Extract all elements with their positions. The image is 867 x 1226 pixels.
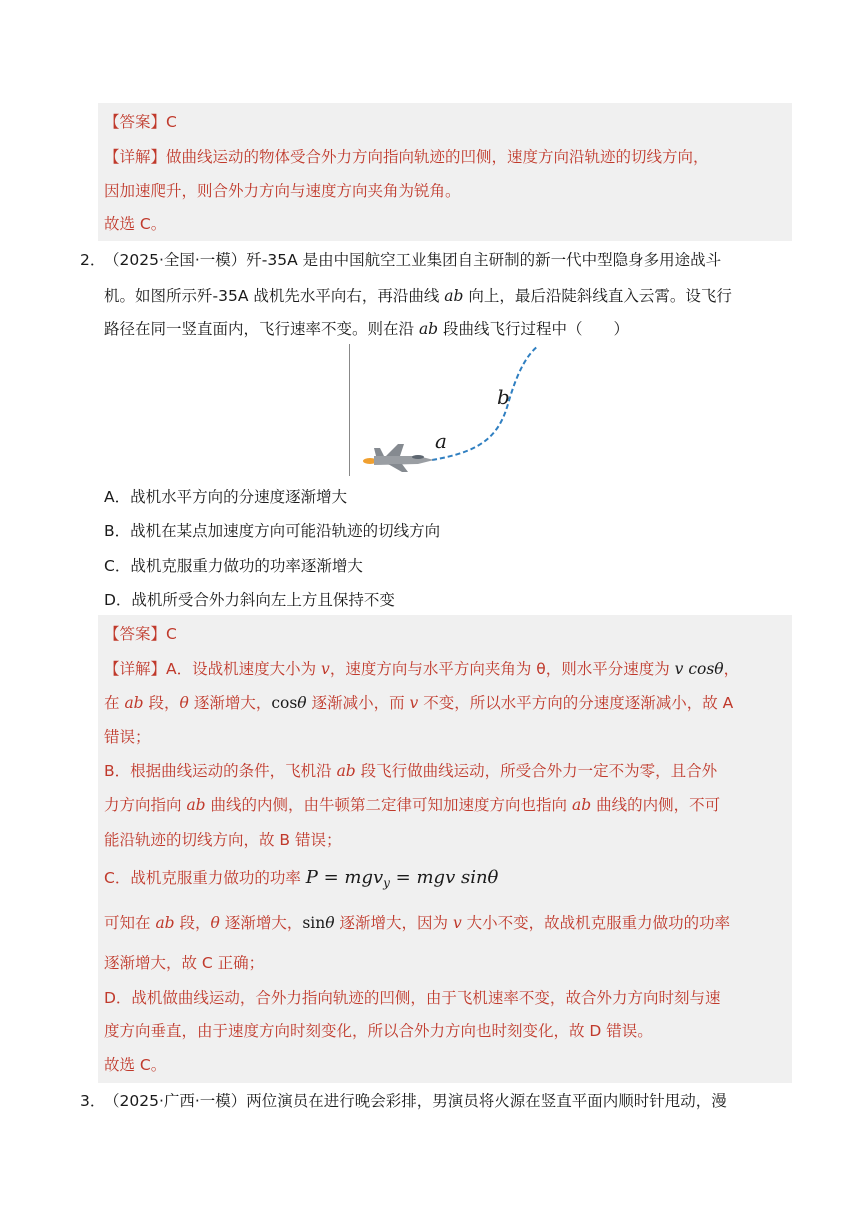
math-ab: ab (571, 796, 592, 814)
text-span: C．战机克服重力做功的功率 (104, 869, 306, 887)
detail-line-b2 (104, 794, 720, 816)
question-text (104, 285, 732, 307)
text-span: 曲线的内侧，由牛顿第二定律可知加速度方向也指向 (205, 796, 572, 814)
detail-line-a2 (104, 692, 733, 714)
detail-line (104, 146, 709, 168)
text-span: 路径在同一竖直面内，飞行速率不变。则在沿 (104, 320, 419, 338)
detail-line-a1 (104, 658, 739, 680)
math-ab: ab (186, 796, 206, 814)
flight-path-figure (348, 344, 548, 476)
detail-line-b3: 能沿轨迹的切线方向，故 B 错误； (104, 831, 342, 849)
detail-line-b1 (104, 760, 717, 782)
answer-label: 【答案】C (104, 625, 177, 643)
fig-label-b: b (497, 385, 510, 409)
text-span: 大小不变，故战机克服重力做功的功率 (461, 914, 731, 932)
text-span: 在 (104, 694, 125, 712)
math-ab: ab (336, 762, 356, 780)
math-vcos: v cosθ (674, 660, 724, 678)
detail-line-a3: 错误； (104, 728, 151, 746)
flight-path-curve (432, 346, 538, 460)
text-span: 段， (143, 694, 180, 712)
question-text (104, 318, 629, 340)
math-formula: P = mgv (305, 867, 384, 888)
option-a: A．战机水平方向的分速度逐渐增大 (104, 488, 348, 506)
detail-line-d2: 度方向垂直，由于速度方向时刻变化，所以合外力方向也时刻变化，故 D 错误。 (104, 1022, 653, 1040)
math-theta: θ (210, 914, 220, 932)
text-span: 段飞行做曲线运动，所受合外力一定不为零，且合外 (355, 762, 718, 780)
text-span: 曲线的内侧，不可 (591, 796, 721, 814)
math-v: v (409, 694, 419, 712)
detail-label: 【详解】 (104, 148, 167, 166)
math-theta: θ (179, 694, 189, 712)
detail-line: 因加速爬升，则合外力方向与速度方向夹角为锐角。 (104, 182, 461, 200)
math-ab: ab (124, 694, 144, 712)
math-subscript: y (383, 876, 390, 891)
math-formula: = mgv sinθ (389, 867, 499, 888)
text-span: 逐渐增大， (219, 914, 303, 932)
fig-label-a: a (435, 429, 447, 453)
choose-line: 故选 C。 (104, 215, 167, 233)
math-cos: cos (271, 694, 298, 712)
text-span: 段， (174, 914, 211, 932)
math-ab: ab (444, 287, 464, 305)
math-ab: ab (418, 320, 439, 338)
math-v: v (452, 914, 462, 932)
text-span: 【详解】A．设战机速度大小为 (104, 660, 322, 678)
text-span: 逐渐增大，因为 (334, 914, 453, 932)
text-span: 段曲线飞行过程中（ ） (438, 320, 630, 338)
text-span: 向上，最后沿陡斜线直入云霄。设飞行 (463, 287, 732, 305)
text-span: 逐渐减小，而 (306, 694, 410, 712)
question-number: 3． (80, 1092, 106, 1110)
answer-block-1 (98, 103, 792, 241)
detail-line-c1 (104, 867, 498, 894)
jet-icon (363, 444, 434, 472)
detail-line-c3: 逐渐增大，故 C 正确； (104, 954, 265, 972)
text-span: 机。如图所示歼-35A 战机先水平向右，再沿曲线 (104, 287, 445, 305)
answer-label: 【答案】C (104, 113, 177, 131)
detail-line-d1: D．战机做曲线运动，合外力指向轨迹的凹侧，由于飞机速率不变，故合外力方向时刻与速 (104, 989, 721, 1007)
math-theta: θ (297, 694, 307, 712)
text-span: ， (723, 660, 740, 678)
question-number: 2． (80, 251, 106, 269)
choose-line: 故选 C。 (104, 1056, 167, 1074)
math-sin: sin (302, 914, 326, 932)
question-text: （2025·广西·一模）两位演员在进行晚会彩排，男演员将火源在竖直平面内顺时针甩动，漫 (104, 1092, 727, 1110)
option-b: B．战机在某点加速度方向可能沿轨迹的切线方向 (104, 522, 441, 540)
text-span: 力方向指向 (104, 796, 187, 814)
detail-text: 做曲线运动的物体受合外力方向指向轨迹的凹侧，速度方向沿轨迹的切线方向， (166, 148, 709, 166)
math-ab: ab (155, 914, 175, 932)
text-span: 不变，所以水平方向的分速度逐渐减小，故 A (418, 694, 734, 712)
math-theta: θ (325, 914, 335, 932)
question-text: （2025·全国·一模）歼-35A 是由中国航空工业集团自主研制的新一代中型隐身多用途战斗 (104, 251, 722, 269)
text-span: ，速度方向与水平方向夹角为 θ，则水平分速度为 (329, 660, 675, 678)
text-span: B．根据曲线运动的条件，飞机沿 (104, 762, 337, 780)
option-c: C．战机克服重力做功的功率逐渐增大 (104, 557, 363, 575)
text-span: 可知在 (104, 914, 156, 932)
option-d: D．战机所受合外力斜向左上方且保持不变 (104, 591, 395, 609)
math-v: v (321, 660, 330, 678)
detail-line-c2 (104, 912, 730, 934)
text-span: 逐渐增大， (188, 694, 272, 712)
